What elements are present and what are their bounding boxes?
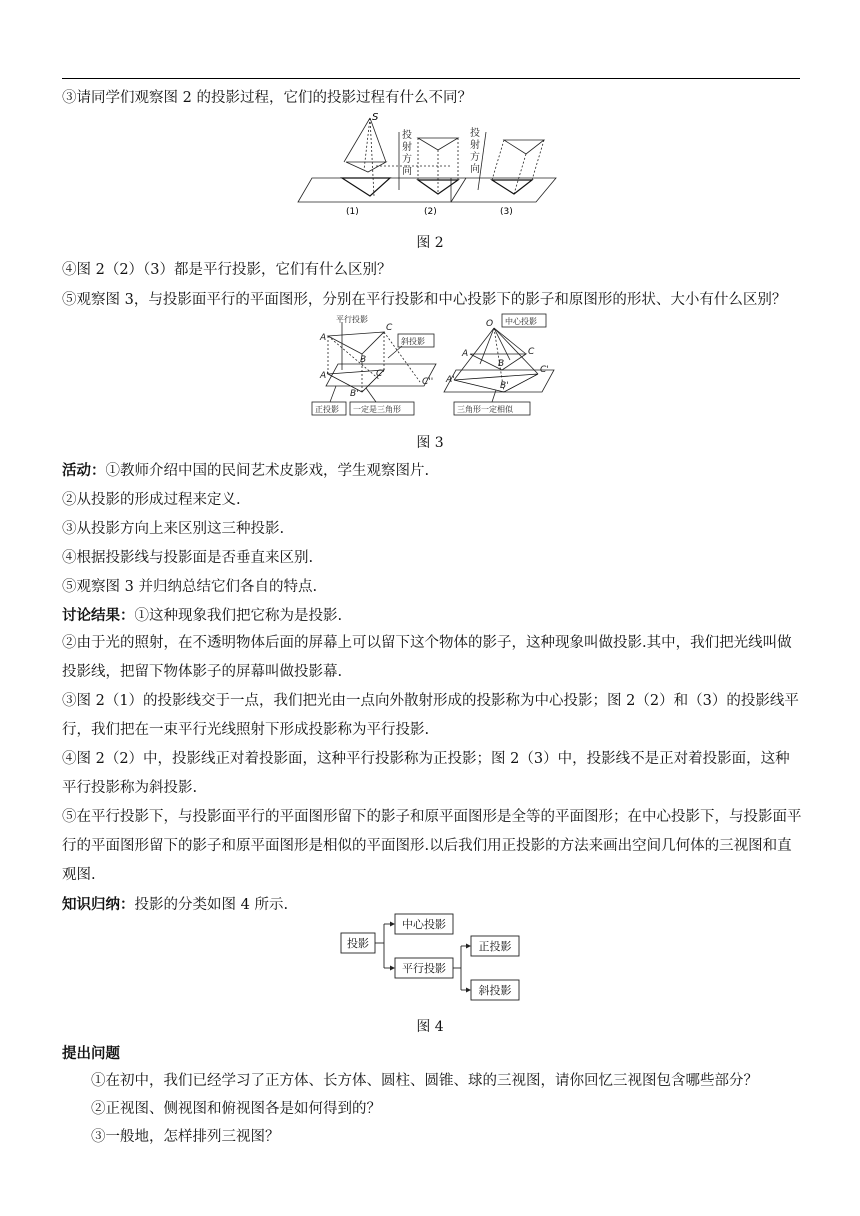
svg-text:方: 方 bbox=[470, 152, 480, 163]
figure-4-caption: 图 4 bbox=[416, 1019, 444, 1035]
discuss-5: ⑤在平行投影下，与投影面平行的平面图形留下的影子和原平面图形是全等的平面图形；在中心投影下，与投影面平行的平面图形留下的影子和原平面图形是相似的平面图形.以后我们用正投影的方法来画出空间几何体的三视图和直观图. bbox=[62, 809, 802, 883]
discuss-3: ③图 2（1）的投影线交于一点，我们把光由一点向外散射形成的投影称为中心投影；图 2（2）和（3）的投影线平行，我们把在一束平行光线照射下形成投影称为平行投影. bbox=[62, 693, 799, 738]
projection-direction-2 bbox=[470, 126, 480, 175]
svg-text:向: 向 bbox=[402, 166, 412, 177]
question-3: ③一般地，怎样排列三视图？ bbox=[91, 1129, 280, 1145]
figure-2 bbox=[296, 110, 558, 220]
activity-5: ⑤观察图 3 并归纳总结它们各自的特点. bbox=[62, 579, 318, 595]
svg-text:A: A bbox=[462, 349, 469, 359]
activity-3: ③从投影方向上来区别这三种投影. bbox=[62, 521, 285, 537]
figure-2-caption: 图 2 bbox=[416, 235, 444, 251]
projection-plane bbox=[298, 178, 556, 202]
svg-text:投: 投 bbox=[402, 130, 412, 141]
svg-text:方: 方 bbox=[402, 154, 412, 165]
svg-text:O: O bbox=[486, 319, 494, 329]
parallel-label: 平行投影 bbox=[336, 315, 368, 324]
figure-3-caption: 图 3 bbox=[416, 435, 444, 451]
similar-label: 三角形一定相似 bbox=[457, 405, 513, 414]
triangle-label: 一定是三角形 bbox=[353, 405, 401, 414]
question-2: ②正视图、侧视图和俯视图各是如何得到的？ bbox=[91, 1101, 381, 1117]
svg-text:A': A' bbox=[320, 371, 329, 381]
svg-text:B': B' bbox=[500, 381, 509, 391]
svg-text:C': C' bbox=[540, 365, 549, 375]
ortho-label: 正投影 bbox=[315, 405, 339, 414]
oblique-label: 斜投影 bbox=[401, 337, 425, 346]
svg-text:B: B bbox=[498, 359, 505, 369]
discuss-2: ②由于光的照射，在不透明物体后面的屏幕上可以留下这个物体的影子，这种现象叫做投影.其中，我们把光线叫做投影线，把留下物体影子的屏幕叫做投影幕. bbox=[62, 635, 792, 680]
svg-text:A: A bbox=[320, 333, 327, 343]
sub-label-1: (1) bbox=[346, 207, 359, 217]
question-fig3: ⑤观察图 3，与投影面平行的平面图形，分别在平行投影和中心投影下的影子和原图形的形状、大小有什么区别？ bbox=[62, 292, 787, 308]
activity-4: ④根据投影线与投影面是否垂直来区别. bbox=[62, 550, 314, 566]
header-rule bbox=[62, 78, 800, 79]
question-fig2: ③请同学们观察图 2 的投影过程，它们的投影过程有什么不同？ bbox=[62, 90, 472, 106]
figure-4 bbox=[340, 912, 526, 1006]
activity-2: ②从投影的形成过程来定义. bbox=[62, 492, 241, 508]
svg-text:射: 射 bbox=[402, 142, 412, 153]
svg-text:C: C bbox=[528, 347, 535, 357]
projection-direction-1 bbox=[402, 128, 412, 177]
node-root: 投影 bbox=[347, 937, 369, 950]
center-label: 中心投影 bbox=[505, 317, 537, 326]
point-s: S bbox=[372, 112, 379, 123]
svg-text:B: B bbox=[360, 355, 367, 365]
knowledge-summary: 知识归纳：投影的分类如图 4 所示. bbox=[62, 896, 289, 913]
svg-text:投: 投 bbox=[470, 128, 480, 139]
node-ortho: 正投影 bbox=[478, 940, 512, 953]
svg-text:C: C bbox=[386, 323, 393, 333]
node-oblique: 斜投影 bbox=[478, 984, 512, 997]
svg-text:C': C' bbox=[376, 369, 385, 379]
node-parallel: 平行投影 bbox=[402, 962, 446, 975]
node-center: 中心投影 bbox=[402, 918, 446, 931]
svg-text:B': B' bbox=[350, 389, 359, 399]
sub-label-2: (2) bbox=[424, 207, 437, 217]
section-title: 提出问题 bbox=[62, 1045, 120, 1062]
svg-text:C'': C'' bbox=[422, 377, 434, 387]
svg-text:向: 向 bbox=[470, 164, 480, 175]
discuss-4: ④图 2（2）中，投影线正对着投影面，这种平行投影称为正投影；图 2（3）中，投影线不是正对着投影面，这种平行投影称为斜投影. bbox=[62, 751, 790, 796]
activity-1: 活动：①教师介绍中国的民间艺术皮影戏，学生观察图片. bbox=[62, 462, 430, 479]
question-parallel-difference: ④图 2（2）（3）都是平行投影，它们有什么区别？ bbox=[62, 262, 392, 278]
question-1: ①在初中，我们已经学习了正方体、长方体、圆柱、圆锥、球的三视图，请你回忆三视图包含哪些部分？ bbox=[91, 1073, 758, 1089]
discuss-1: 讨论结果：①这种现象我们把它称为是投影. bbox=[62, 607, 343, 624]
sub-label-3: (3) bbox=[500, 207, 513, 217]
svg-text:A': A' bbox=[446, 375, 455, 385]
figure-3 bbox=[306, 312, 564, 422]
svg-text:射: 射 bbox=[470, 140, 480, 151]
